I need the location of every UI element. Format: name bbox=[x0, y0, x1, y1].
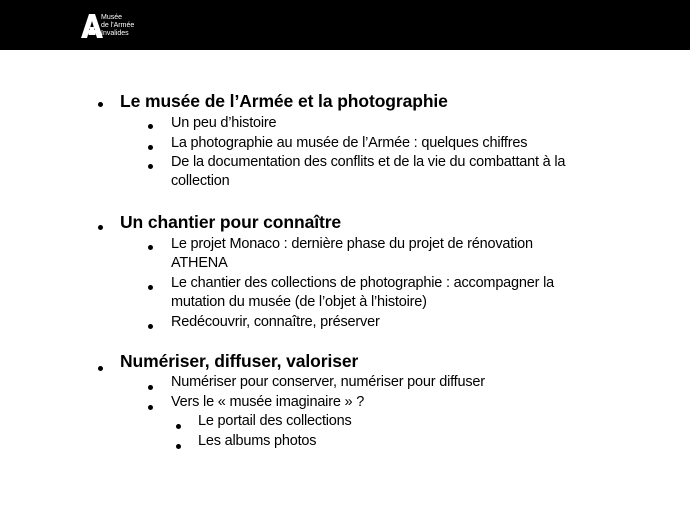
list-item: Numériser pour conserver, numériser pour diffuser bbox=[171, 374, 485, 390]
bullet-icon bbox=[148, 245, 153, 250]
bullet-icon bbox=[148, 124, 153, 129]
logo-text-line: Musée bbox=[101, 14, 123, 21]
list-item-continuation: mutation du musée (de l’objet à l’histoire) bbox=[171, 294, 427, 310]
list-item-continuation: collection bbox=[171, 173, 230, 189]
bullet-icon bbox=[98, 102, 103, 107]
list-item: De la documentation des conflits et de la vie du combattant à la bbox=[171, 154, 566, 170]
section-title: Le musée de l’Armée et la photographie bbox=[120, 91, 448, 111]
bullet-icon bbox=[148, 385, 153, 390]
list-item: Le chantier des collections de photographie : accompagner la bbox=[171, 275, 554, 291]
bullet-icon bbox=[148, 164, 153, 169]
bullet-icon bbox=[148, 405, 153, 410]
logo-text-line: Invalides bbox=[101, 30, 129, 37]
sub-list-item: Le portail des collections bbox=[198, 413, 352, 429]
list-item: Le projet Monaco : dernière phase du projet de rénovation bbox=[171, 236, 533, 252]
bullet-icon bbox=[148, 324, 153, 329]
bullet-icon bbox=[98, 225, 103, 230]
section-title: Numériser, diffuser, valoriser bbox=[120, 351, 359, 371]
section-title: Un chantier pour connaître bbox=[120, 212, 342, 232]
list-item: Redécouvrir, connaître, préserver bbox=[171, 314, 380, 330]
list-item: Vers le « musée imaginaire » ? bbox=[171, 394, 365, 410]
bullet-icon bbox=[176, 424, 181, 429]
sub-list-item: Les albums photos bbox=[198, 433, 317, 449]
bullet-icon bbox=[98, 366, 103, 371]
logo-text-line: de l'Armée bbox=[101, 22, 135, 29]
list-item-continuation: ATHENA bbox=[171, 255, 228, 271]
bullet-icon bbox=[148, 145, 153, 150]
list-item: Un peu d’histoire bbox=[171, 115, 277, 131]
bullet-icon bbox=[176, 444, 181, 449]
bullet-icon bbox=[148, 285, 153, 290]
list-item: La photographie au musée de l’Armée : quelques chiffres bbox=[171, 135, 528, 151]
